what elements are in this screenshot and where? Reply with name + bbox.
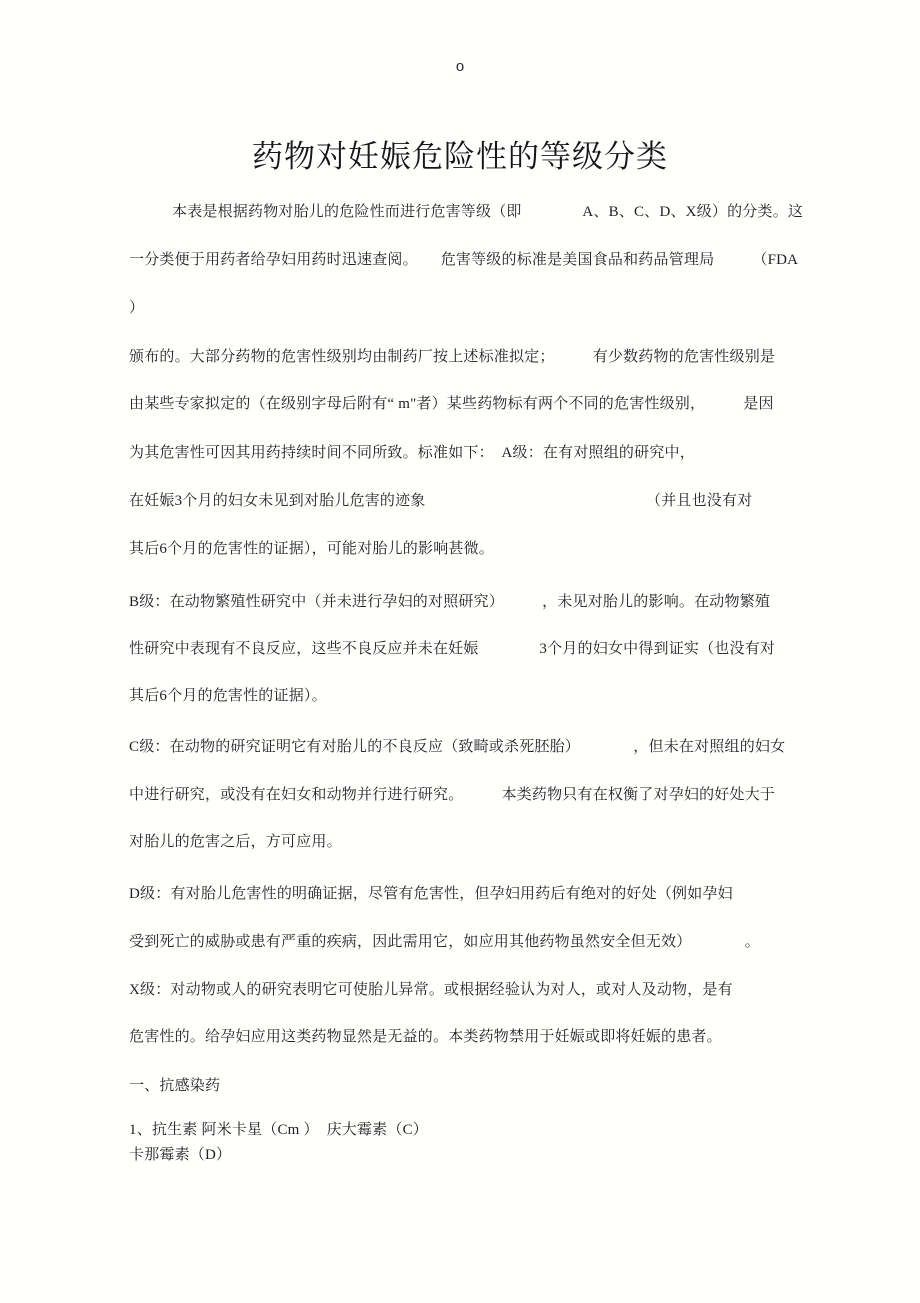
text-line: D级：有对胎儿危害性的明确证据，尽管有危害性，但孕妇用药后有绝对的好处（例如孕妇 — [129, 886, 733, 902]
text-line: 危害性的。给孕妇应用这类药物显然是无益的。本类药物禁用于妊娠或即将妊娠的患者。 — [129, 1029, 722, 1045]
text-line: 本表是根据药物对胎儿的危险性而进行危害等级（即 A、B、C、D、X级）的分类。这 — [172, 204, 804, 220]
text-line: 其后6个月的危害性的证据）。 — [129, 688, 327, 704]
text-line: ） — [129, 300, 145, 316]
text-line: X级：对动物或人的研究表明它可使胎儿异常。或根据经验认为对人，或对人及动物，是有 — [129, 982, 733, 998]
text-line: 颁布的。大部分药物的危害性级别均由制药厂按上述标准拟定； 有少数药物的危害性级别是 — [129, 349, 776, 365]
document-title: 药物对妊娠危险性的等级分类 — [252, 139, 668, 174]
text-line: 由某些专家拟定的（在级别字母后附有“ m"者）某些药物标有两个不同的危害性级别， 是因 — [129, 396, 774, 412]
text-line: 一分类便于用药者给孕妇用药时迅速查阅。 危害等级的标准是美国食品和药品管理局 （FDA — [129, 252, 799, 268]
text-line: 受到死亡的威胁或患有严重的疾病，因此需用它，如应用其他药物虽然安全但无效） 。 — [129, 934, 760, 950]
text-line: 性研究中表现有不良反应，这些不良反应并未在妊娠 3个月的妇女中得到证实（也没有对 — [129, 641, 776, 657]
text-line: 1、抗生素 阿米卡星（Cm ） 庆大霉素（C） — [129, 1122, 428, 1138]
corner-mark: o — [455, 58, 465, 75]
text-line: 卡那霉素（D） — [129, 1147, 232, 1163]
text-line: 为其危害性可因其用药持续时间不同所致。标准如下： A级：在有对照组的研究中， — [129, 445, 695, 461]
text-line: 其后6个月的危害性的证据），可能对胎儿的影响甚微。 — [129, 541, 495, 557]
text-line: C级：在动物的研究证明它有对胎儿的不良反应（致畸或杀死胚胎） ，但未在对照组的妇女 — [129, 739, 786, 755]
text-line: 在妊娠3个月的妇女未见到对胎儿危害的迹象 （并且也没有对 — [129, 493, 753, 509]
text-line: 中进行研究，或没有在妇女和动物并行进行研究。 本类药物只有在权衡了对孕妇的好处大于 — [129, 787, 776, 803]
section-heading: 一、抗感染药 — [129, 1078, 221, 1094]
text-line: B级：在动物繁殖性研究中（并未进行孕妇的对照研究） ，未见对胎儿的影响。在动物繁殖 — [129, 594, 771, 610]
text-line: 对胎儿的危害之后，方可应用。 — [129, 834, 342, 850]
